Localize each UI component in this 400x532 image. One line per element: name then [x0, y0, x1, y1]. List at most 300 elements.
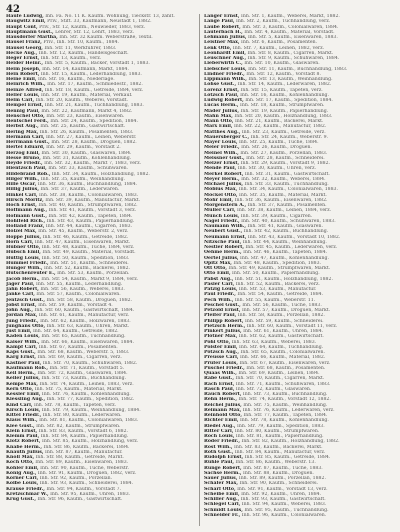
- entry-details: Inh. Str. 74, Kaufm., Leinen, 1883, verz.: [39, 381, 134, 387]
- entry-details: Inh. Str. 31, Kaufm., Gastwirtschaft.: [244, 171, 330, 177]
- entry-details: Lehrer, Str. 12, Lehrt, 1883, verz.: [55, 29, 135, 35]
- entry-details: Inh. Str. 35, Kaufm., Material, Markt.: [239, 192, 327, 198]
- entry-details: Inh. Str. 38, Kaufm., Leinen, 1884, verz.: [236, 208, 332, 214]
- entry-details: Inh. Str. 87, Kaufm., Manufactur.: [45, 449, 123, 455]
- entry-details: Inh. Str. 81, Kaufm., Colonialwaren, 1883.: [39, 418, 139, 424]
- entry-name: Kessler Emil,: [6, 392, 41, 397]
- entry-name: Pfeifer Paul,: [204, 313, 237, 319]
- entry-details: Inh. Str. 44, Kaufm., Weinhandlung.: [242, 239, 327, 245]
- entry-details: Priv., Inh. Str. 10, Kaufm., 1884.: [43, 40, 119, 46]
- entry-details: Inh. Str. 58, Kaufm., Droguen, 1882.: [46, 297, 133, 303]
- entry-details: Inh. Str. 56, Kaufm., Weberei, 1883.: [40, 287, 125, 292]
- entry-name: Haugwitz Emil,: [6, 19, 46, 25]
- entry-name: Keil Herm.,: [6, 371, 36, 376]
- entry-details: Inh. Str. 32, Kaufm., Markt 7, 1883, verz.: [44, 161, 142, 166]
- entry-details: Inh. Str. 50, Kaufm., Spedition, 1883.: [41, 255, 130, 261]
- entry-details: Inh. Str. 11, Werkführer, 1883.: [44, 45, 117, 51]
- entry-name: Schäfer Max,: [204, 481, 238, 487]
- entry-details: Inh. Str. 62, Kaufm., Holzwaren, 1883.: [40, 318, 131, 324]
- entry-name: Hentschel Ferd.,: [6, 119, 49, 124]
- entry-name: Klotz Robert,: [6, 439, 41, 445]
- entry-name: Nagel Friedr.,: [204, 218, 240, 224]
- entry-name: Knauth Julius,: [6, 449, 44, 455]
- entry-details: Inh. Str. 93, Kaufm., Schneiderei, 1884.: [39, 481, 134, 487]
- entry-name: Sauer Julius,: [204, 476, 238, 481]
- entry-details: Inh. Str. 50, Kaufm., Papierhandlung.: [232, 271, 320, 277]
- entry-details: Inh. Str. 84, Kaufm., Papierhandlung.: [40, 434, 129, 439]
- entry-details: Inh. Str. 77, Kaufm., Spedition, 1882.: [46, 397, 135, 403]
- entry-details: Inh. Str. 61, Kaufm., Uhren, 1884.: [243, 329, 324, 334]
- entry-name: Hilger Wilh.,: [6, 176, 40, 182]
- entry-name: Knoll Max,: [6, 455, 35, 460]
- entry-details: Inh. Str. 94, Kaufm., Weberei, 1883.: [241, 502, 327, 508]
- entry-details: Inh. Str. 14, Kaufmann, Markt, 1884.: [42, 66, 129, 72]
- entry-name: Lohse Gust.,: [204, 82, 237, 88]
- entry-details: Inh. Str. 66, Kaufm., Material, 1882.: [239, 355, 326, 361]
- entry-details: Inh. Str. 68, Kaufm., Weberstr. 5, 1883.: [37, 350, 130, 355]
- entry-name: Jentzsch Gust.,: [6, 297, 45, 303]
- entry-name: Kittel Friedr.,: [6, 413, 42, 418]
- entry-name: Rauch Robert,: [204, 392, 242, 397]
- entry-name: Mayer Louis,: [204, 140, 238, 145]
- entry-details: Inh. Str. 91, Kaufm., Vorstadt 13, verz.: [237, 486, 328, 492]
- entry-details: Inh. Str. 17, Kaufm., Schmiedestr., 1882.: [47, 82, 143, 88]
- entry-details: Inh. Str. 29, Kaufm., Vorstadt 2.: [46, 145, 121, 151]
- entry-name: Sachse Herm.,: [204, 470, 242, 476]
- entry-name: Helm Carl,: [6, 98, 35, 103]
- entry-details: Inh. Str. 28, Kaufm., Schneiderei.: [246, 155, 325, 161]
- entry-details: Inh. Str. 88, Kaufm., Getreide, Markt.: [35, 455, 124, 460]
- entry-name: Herbst Aug.,: [6, 124, 39, 130]
- entry-name: Ludwig Robert,: [204, 98, 244, 103]
- entry-details: Inh. Str. 5, Kaufm., Bäcker, Vorstadt 1, 1883.: [44, 61, 150, 67]
- entry-details: Inh. Str. 78, Kaufm., Tapeten, verz.: [33, 402, 117, 408]
- entry-details: Inh. Str. 39, Kaufm., Manufactur, Markt.: [45, 197, 141, 203]
- entry-details: Inh. Str. 51, Kaufm., Holzhandlung, 1882.: [234, 276, 333, 282]
- entry-details: Inh. Str. 90, Kaufm., Schneiderei.: [239, 481, 319, 487]
- entry-name: Mäder Julius,: [204, 108, 240, 114]
- entry-name: Reinhold Otto,: [204, 413, 242, 418]
- entry-details: Inh. Str. 96, Kaufm., Gastwirtschaft.: [37, 497, 123, 502]
- entry-name: Hering Max,: [6, 129, 39, 135]
- entry-details: Inh. Str. 37, Kaufm., Lederwaren.: [40, 187, 120, 193]
- entry-details: Inh. Str. 65, Kaufm., Colonialwaren.: [240, 350, 325, 355]
- entry-details: Inh. Str. 59, Kaufm., Vorstadt 4.: [38, 302, 113, 308]
- entry-name: Lehmann Julius,: [204, 35, 247, 40]
- entry-name: Heyde Friedr.,: [6, 161, 43, 166]
- entry-name: Schneider Fr.,: [204, 512, 241, 518]
- entry-name: Pötzsch Aug.,: [204, 350, 240, 355]
- entry-name: Hoppe Julius,: [6, 234, 42, 240]
- entry-details: Inh. Str. 25, Kaufm., Tuche, 1884.: [238, 140, 319, 145]
- entry-name: Heinze Alfred,: [6, 87, 44, 93]
- entry-name: Meissner Gust.,: [204, 155, 245, 161]
- page-number: 42: [6, 4, 20, 15]
- entry-details: Inh. Str. 73, Kaufm., Buchhandlung.: [242, 392, 328, 397]
- entry-details: Inh. Str. 16, Kaufm., Kohlenhandlung.: [240, 92, 329, 98]
- entry-name: Körner Carl,: [6, 476, 39, 481]
- entry-name: Hillig Julius,: [6, 187, 39, 193]
- entry-name: Kämpf Carl,: [6, 344, 38, 350]
- entry-name: Rost Wilh.,: [204, 444, 233, 450]
- entry-name: Heinrich Wilh.,: [6, 82, 46, 88]
- entry-name: Scheibe Emil,: [204, 491, 240, 497]
- entry-details: Inh. Str. 75, Kaufm., Material, Markt.: [34, 386, 123, 392]
- entry-details: Inh. Str. 26, Kaufm., Droguen.: [241, 145, 313, 151]
- entry-name: Michael Julius,: [204, 182, 244, 187]
- entry-name: Päsler Carl,: [204, 281, 235, 287]
- entry-name: Hein Robert,: [6, 71, 40, 77]
- entry-details: Inh. Str. 5, Kaufm., Eisenwaren, 1883.: [247, 35, 338, 40]
- entry-details: Inh. Str. 19, Kaufm., Papierhandlung.: [240, 108, 329, 114]
- entry-details: Inh. Str. 61, Kaufm., Manufactur, verz.: [38, 313, 130, 319]
- entry-details: Inh. Str. 57, Kaufm., Colonialwaren.: [36, 292, 121, 298]
- entry-details: Inh. Str. 12, Kaufm., Vorstadt 8.: [246, 71, 321, 77]
- entry-name: Merkel Robert,: [204, 171, 244, 177]
- entry-name: Lieberwirth C.,: [204, 61, 243, 67]
- entry-name: Henschel Otto,: [6, 113, 45, 119]
- entry-details: Inh. Str. 55, Kaufm., Lederhandlung.: [36, 281, 123, 287]
- entry-details: Inh. Str. 38, Kaufm., Colonialwaren, 1883.: [39, 192, 139, 198]
- entry-details: Inh. Str. 95, Kaufm., Tuchhandlung.: [244, 507, 329, 513]
- entry-details: Inh. Str. 56, Kaufm., Tuche, 1883.: [242, 302, 322, 308]
- entry-name: Klemm Paul,: [6, 434, 40, 439]
- entry-details: Inh. Str. 80, Kaufm., Lederwaren.: [42, 413, 122, 418]
- entry-name: Kretzschmar W.,: [6, 491, 49, 497]
- entry-name: Hutschenreuter E.,: [6, 271, 56, 277]
- entry-details: Inh. Str. 42, Kaufm., Buchhandlung.: [243, 229, 329, 235]
- entry-details: Inh. Str. 79, Kaufm., Weinhandlung, 1884.: [41, 407, 141, 413]
- entry-details: Inh. Str. 95, Kaufm., Uhren, 1883.: [50, 491, 131, 497]
- entry-details: Inh. Str. 27, Kaufm., Leinen, Weberstr.: [45, 134, 137, 140]
- entry-name: Haufe Ludwig,: [6, 14, 44, 19]
- entry-details: Inh. Str. 65, Kaufm., Tuchhandlung.: [41, 334, 126, 340]
- entry-name: Klee Gust.,: [6, 423, 35, 429]
- entry-details: Inh. Str. 59, Kaufm., Schneiderei.: [245, 318, 324, 324]
- right-column: [204, 14, 394, 518]
- entry-details: Inh. Str. 81, Kaufm., Papierhandlung.: [235, 434, 324, 439]
- entry-details: Inh. Str. 18, Kaufm., Strumpfwaren.: [240, 103, 325, 109]
- entry-name: Langer Ernst,: [204, 14, 240, 19]
- entry-name: Klein Ernst,: [6, 428, 38, 434]
- entry-name: Hildebrand Rob.,: [6, 171, 51, 177]
- entry-name: Hoffmann Aug.,: [6, 208, 48, 214]
- entry-name: Ott Otto,: [204, 266, 227, 271]
- entry-details: Inh. Str. 80, Kaufm., Strumpfwaren.: [234, 428, 320, 434]
- entry-name: Jacob Herm.,: [6, 276, 40, 282]
- directory-entry: [204, 513, 394, 518]
- entry-name: Mende Paul,: [204, 166, 237, 172]
- entry-details: Inh. Str. 9, Kaufm., Schuhwaren, 1884.: [247, 56, 340, 61]
- entry-name: Matthes Aug.,: [204, 129, 241, 135]
- entry-details: Inh. Str. 84, Kaufm., Manufactur, verz.: [234, 449, 326, 455]
- entry-name: Herzog Emil,: [6, 150, 40, 156]
- entry-details: Inh. Str. 2, Kaufm., Tuchhandlung, verz.: [235, 19, 331, 25]
- entry-details: Inh. Str. 52, Kaufm., Bäckerei, verz.: [235, 281, 320, 287]
- entry-name: Patzig Louis,: [204, 287, 238, 292]
- entry-name: Möckel Otto,: [204, 192, 238, 198]
- entry-name: Lorenz Ernst,: [204, 87, 240, 93]
- entry-details: Inh. Str. 13, Kaufm., verz.: [40, 56, 102, 61]
- entry-details: Inh. Str. 66, Kaufm., Eisenwaren, 1884.: [41, 339, 134, 345]
- entry-details: Priv., Stift. 33, Kaufmann, Neustadt 1, 1882.: [47, 19, 152, 25]
- entry-name: Lucas Herm.,: [204, 103, 239, 109]
- entry-name: Pietzsch Herm.,: [204, 323, 246, 329]
- entry-name: Hirsch Moritz,: [6, 197, 44, 203]
- entry-name: Pohl Otto,: [204, 339, 231, 345]
- entry-details: Inh. Str. 41, Kaufm., Glaswaren.: [247, 224, 323, 229]
- entry-name: Hinkel Carl,: [6, 192, 38, 198]
- entry-name: Hempel Ernst,: [6, 103, 44, 109]
- entry-details: Inh. Str. 85, Kaufm., Holzhandlung, verz.: [42, 439, 139, 445]
- entry-details: Inh. Str. 57, Kaufm., Droguen, Markt.: [241, 308, 331, 313]
- entry-name: Hesse Bruno,: [6, 155, 41, 161]
- entry-name: Meier Friedr.,: [204, 145, 240, 151]
- entry-name: Neubert Gust.,: [204, 229, 243, 235]
- entry-details: Inh. Str. 70, Kaufm., Schuhwaren, 1882.: [42, 360, 138, 366]
- entry-details: Inh. Str. 83, Kaufm., Vorstadt 6, 1882.: [38, 428, 129, 434]
- entry-name: Heger Ernst,: [6, 56, 40, 61]
- entry-name: Kern Otto,: [6, 386, 34, 392]
- entry-name: Kind Carl,: [6, 402, 33, 408]
- entry-details: Inh. Str. 54, Kaufm., Getreide, 1884.: [237, 292, 324, 298]
- entry-name: Kolbe Louis,: [6, 481, 39, 487]
- entry-name: Roth Gust.,: [204, 449, 234, 455]
- entry-details: Inh. Str. 82, Kaufm., Strumpfwaren.: [36, 423, 121, 429]
- entry-details: Inh. Str. 16, Kaufm., Niederlage.: [38, 77, 115, 82]
- entry-name: Kirsch Louis,: [6, 407, 41, 413]
- entry-name: Hunger Wilh.,: [6, 266, 43, 271]
- entry-name: Rach Ernst,: [204, 381, 235, 387]
- entry-details: Inh. Str. 83, Kaufm., Bäckerei, Markt.: [234, 444, 323, 450]
- entry-name: Kaden Louis,: [6, 334, 40, 340]
- entry-details: Inh. Str. 79, Kaufm., Spedition, 1883.: [237, 423, 325, 429]
- entry-name: Kaufmann Rob.,: [6, 365, 48, 371]
- entry-name: Hoch Ernst,: [6, 203, 37, 208]
- entry-name: Plötner Max,: [204, 334, 238, 340]
- entry-details: Inh. Str. 64, Kaufm., Tuchhandlung.: [239, 344, 324, 350]
- entry-details: Inh. Str. 4, Kaufm., Material, Vorstadt.: [244, 29, 335, 35]
- entry-name: Marx Emil,: [204, 124, 233, 130]
- entry-details: Inh. Str. 21, Kaufm., Bäckerei, Markt.: [234, 119, 324, 124]
- entry-details: Inh. Str. 87, Kaufm., Tuche, 1883.: [243, 465, 323, 471]
- entry-details: Inh. Str. 82, Kaufm., Holzhandlung, 1882.: [241, 439, 340, 445]
- entry-details: Inh. Str. 88, Kaufm., Droguen.: [243, 470, 314, 476]
- entry-details: Inh. Str. 75, Kaufm., Weinhandlung.: [243, 402, 328, 408]
- entry-details: Inh. Str. 24, Kaufm., Weberstr. 9.: [250, 134, 329, 140]
- entry-details: Inh. Str. 15, Kaufm., Lederhandlung, 1883.: [40, 71, 142, 77]
- entry-name: Hecke Aug.,: [6, 50, 38, 56]
- entry-name: Krug Gust.,: [6, 497, 36, 502]
- entry-details: Inh. Str. 44, Kaufm., Cigarren, 1883.: [45, 224, 133, 229]
- entry-name: Möbius Max,: [204, 187, 238, 193]
- entry-details: Inh. Str. 47, Kaufm., Eisenwaren, Markt.: [34, 239, 131, 245]
- entry-details: Inh. Str. 86, Kaufm., Weberstr. 13.: [235, 460, 316, 466]
- entry-name: Preusse Carl,: [204, 355, 239, 361]
- entry-name: Mohr Emil,: [204, 197, 234, 203]
- entry-name: Morgenstern A.,: [204, 203, 247, 208]
- entry-name: Pabst Aug.,: [204, 276, 234, 282]
- entry-details: Inh. Str. 27, Kaufm., Porzellan, 1883.: [240, 150, 328, 156]
- entry-name: Kiessling Aug.,: [6, 397, 46, 403]
- entry-details: Inh. Str. 20, Kaufm., Weberei, Vorstadt.: [35, 98, 129, 103]
- entry-details: Inh. Str. 7, Kaufm., Leinen, 1882, verz.: [232, 45, 325, 51]
- entry-details: Inh. Str. 14, Kaufm., Lederwaren, 1882.: [237, 82, 332, 88]
- entry-details: Inh. Str. 69, Kaufm., Cigarren, verz.: [37, 355, 122, 361]
- entry-name: Schlegel Carl,: [204, 502, 241, 508]
- entry-name: Haupt Cont,: [6, 24, 38, 30]
- entry-details: Inh. Str. 34, Kaufm., Colonialwaren, 1883.: [238, 187, 338, 193]
- entry-name: Mann Otto,: [204, 119, 234, 124]
- entry-name: Neumann Ernst,: [204, 234, 247, 240]
- entry-name: Röder Friedr.,: [204, 439, 240, 445]
- entry-name: Müller Carl,: [204, 208, 236, 214]
- entry-details: Inh. Str. 19, Kaufm., Material, Verkauf.: [41, 92, 133, 98]
- entry-name: Heider Heinr.,: [6, 61, 43, 67]
- entry-details: Inh. Str. 30, Kaufm., Glaswaren, 1884.: [41, 150, 132, 156]
- entry-name: Scharf Otto,: [204, 486, 236, 492]
- entry-name: Lenk Otto,: [204, 45, 232, 51]
- entry-name: Leonhardt Emil,: [204, 50, 246, 56]
- entry-name: Hofmann Gust.,: [6, 213, 47, 219]
- entry-details: Inh. Str. 36, Kaufm., Buchhandlung, 1884.: [37, 182, 138, 187]
- entry-details: Inh. Str. 33, Kaufm., Schuhwaren.: [48, 166, 129, 172]
- entry-name: Laube Robert,: [204, 24, 241, 30]
- entry-name: Prüfer Louis,: [204, 360, 238, 366]
- entry-details: Inh. Str. 23, Kaufm., Eisenwaren.: [46, 113, 125, 119]
- entry-details: Inh. Str. 22, Kaufmann, Markt 4, 1882.: [41, 108, 133, 114]
- entry-name: Hertel Eduard,: [6, 145, 45, 151]
- entry-details: Inh. Str. 60, Kaufm., Gastwirtschaft, 1884.: [34, 308, 135, 313]
- entry-name: Polster Emil,: [204, 344, 238, 350]
- entry-name: Mauersberger C.,: [204, 134, 250, 140]
- entry-name: Püschel Friedr.,: [204, 365, 245, 371]
- entry-details: Inh. Str. 96, Kaufm., Colonialwaren.: [241, 512, 327, 518]
- entry-details: Inh. Str. 62, Kaufm., Gastwirtschaft.: [238, 334, 324, 340]
- entry-name: Pinkert Julius,: [204, 329, 242, 334]
- entry-details: Inh. Str. 69, Kaufm., Leinen, 1884.: [238, 371, 320, 376]
- entry-name: Hennig Paul,: [6, 108, 40, 114]
- entry-name: Rehn Herm.,: [204, 397, 237, 403]
- entry-details: Inh. Str. 22, Kaufm., Manufactur, 1882.: [233, 124, 327, 130]
- entry-details: Inh. Str. 76, Kaufm., Lederwaren, verz.: [242, 407, 335, 413]
- entry-details: Inh. Str. 21, Kaufm., Tuchhandlung, 1883.: [44, 103, 144, 109]
- entry-name: Hientzsch Paul,: [6, 166, 47, 172]
- entry-name: Hübner Otto,: [6, 245, 41, 250]
- entry-name: Liebscher Louis,: [204, 66, 247, 72]
- entry-name: Münch Louis,: [204, 213, 240, 219]
- entry-details: Inh. Str. 37, Kaufm., Posamenten.: [247, 203, 327, 208]
- entry-name: Oertel Julius,: [204, 255, 239, 261]
- entry-name: Knabe Herm.,: [6, 444, 43, 450]
- entry-details: Inh. Str. 31, Kaufm., Kohlenhandlung.: [42, 155, 132, 161]
- entry-name: Meinel Wilh.,: [204, 150, 239, 156]
- entry-details: Inh. Str. 72, Kaufm., Glaswaren.: [235, 386, 312, 392]
- entry-details: Inh. Str. 15, Kaufm., Tapeten, verz.: [240, 87, 323, 93]
- entry-name: Köhler Emil,: [6, 465, 39, 471]
- entry-name: Hölzel Max,: [6, 229, 37, 235]
- entry-name: Klaus Wilh.,: [6, 418, 38, 424]
- entry-name: Jobst Ernst,: [6, 302, 37, 308]
- entry-details: Inh. Str. 76, Kaufm., Kohlenhandlung.: [41, 392, 131, 397]
- entry-details: Inh. Str. 60, Kaufm., Vorstadt 11, verz.: [246, 323, 338, 329]
- entry-details: Inh. Str. 23, Kaufm., Getreide, verz.: [241, 129, 326, 135]
- entry-details: Inh. Str. 32 Kaufm. Weberstraße, Textil.: [59, 35, 153, 40]
- entry-details: Inh. Str. 89, Kaufm., Eisenwaren, 1883.: [35, 460, 129, 466]
- entry-name: John Aug.,: [6, 308, 34, 313]
- entry-name: Lauterbach H.,: [204, 29, 243, 35]
- left-column: [6, 14, 196, 502]
- entry-name: Opitz Max,: [204, 260, 232, 266]
- entry-name: Jung Friedr.,: [6, 318, 39, 324]
- entry-name: Heller Louis,: [6, 92, 40, 98]
- entry-name: Lindner Friedr.,: [204, 71, 245, 77]
- entry-name: Hausdörfer Martha,: [6, 35, 58, 40]
- entry-details: Inh. Str. 63, Kaufm., Uhren, Markt.: [46, 323, 130, 329]
- entry-details: Inh. Str. 42, Kaufm., Tapeten, 1884.: [48, 213, 133, 219]
- entry-details: Inh. Str. 33, Kaufm., Tuchhandlung.: [244, 182, 329, 187]
- entry-details: Inh. Str. 92, Kaufm., Uhren, 1884.: [241, 491, 322, 497]
- entry-details: Inh. Str. 86, Kaufm., Bäckerei, 1884.: [43, 444, 130, 450]
- entry-details: Inh. Str. 72, Kaufm., Glaswaren, 1884.: [37, 371, 128, 376]
- entry-details: Inh. Str. 11, Kaufm., Buchhandlung, 1883.: [248, 66, 348, 72]
- entry-name: Kaiser Wilh.,: [6, 339, 40, 345]
- entry-name: Lange Paul,: [204, 19, 235, 25]
- entry-details: Inh. Str. 3, Kaufm., Colonialwaren, 1884.: [242, 24, 339, 30]
- entry-name: Hohlfeld Rich.,: [6, 218, 46, 224]
- entry-details: Inh. Str. 67, Kaufm., Posamenten.: [38, 344, 118, 350]
- entry-details: Inh. Str. 74, Kaufm., Vorstadt 12, 1882.: [238, 397, 331, 403]
- entry-details: Inh. Str. 54, Kaufm., Markt 9, 1884, verz.: [41, 276, 139, 282]
- entry-details: Inh. Str. 90, Kaufm., Tuche, Weberstr.: [40, 465, 129, 471]
- entry-details: Inh. Str. 46, Kaufm., Tapeten, 1884.: [243, 250, 328, 256]
- entry-details: Inh. Str. 43, Kaufm., Vorstadt 10, 1882.: [247, 234, 341, 240]
- entry-name: Karg Ernst,: [6, 355, 36, 361]
- entry-details: Inh. Str. 67, Kaufm., Eisenwaren, verz.: [239, 360, 331, 366]
- entry-name: Krause Friedr.,: [6, 486, 45, 492]
- entry-name: Kaps Gust.,: [6, 350, 36, 355]
- entry-name: Oehme Herm.,: [204, 250, 242, 256]
- entry-name: Ritter Carl,: [204, 428, 234, 434]
- entry-details: Inh. Str. 45, Kaufm., Weberstr. 2, verz.: [38, 229, 129, 235]
- entry-name: Lötzsch Paul,: [204, 92, 239, 98]
- entry-details: Priv., Str. 12, Kaufm., Neuwieder, 1883, verz.: [39, 24, 146, 30]
- entry-details: Inh. Str. 47, Kaufm., Kohlenhandlung.: [240, 255, 329, 261]
- entry-name: Roch Louis,: [204, 434, 235, 439]
- entry-details: Inh. Str. 92, Kaufm., Porzellan.: [39, 476, 113, 481]
- entry-name: Melzer Ernst,: [204, 161, 240, 166]
- entry-details: Inh. Str. 36, Kaufm., Eisenwaren, 1882.: [234, 197, 328, 203]
- entry-name: Leuschner Aug.,: [204, 56, 247, 61]
- entry-details: Inh. Str. 40, Kaufm., Strumpfwaren, 1882.: [38, 203, 138, 208]
- entry-name: Hummel Friedr.,: [6, 260, 49, 266]
- entry-details: Inh. Str. 64, Kaufm., Getreide, 1882.: [32, 329, 119, 334]
- entry-name: Heim Joseph,: [6, 66, 41, 72]
- entry-name: Schmidt Louis,: [204, 507, 243, 513]
- entry-name: Pech Wilh.,: [204, 297, 234, 303]
- entry-name: Kästner Paul,: [6, 360, 42, 366]
- entry-name: Just Emil,: [6, 329, 32, 334]
- entry-details: Inh. Str. 48, Kaufm., Spedition, 1883.: [233, 260, 322, 266]
- entry-name: Nestler Robert,: [204, 245, 244, 250]
- entry-name: Hüttig Louis,: [6, 255, 41, 261]
- entry-details: Inh. Str. 32, Kaufm., Weberei, 1884.: [241, 176, 326, 182]
- entry-details: Inh. Str. 35, Kaufm., Weinhandlung.: [40, 176, 126, 182]
- entry-details: Inh. Str. 68, Kaufm., Posamenten.: [246, 365, 326, 371]
- entry-name: Janke Carl,: [6, 292, 35, 298]
- entry-details: Inh. Str. 91, Kaufm., Droguen, 1882, verz.: [37, 470, 137, 476]
- entry-name: Hauptmann Gust.,: [6, 29, 54, 35]
